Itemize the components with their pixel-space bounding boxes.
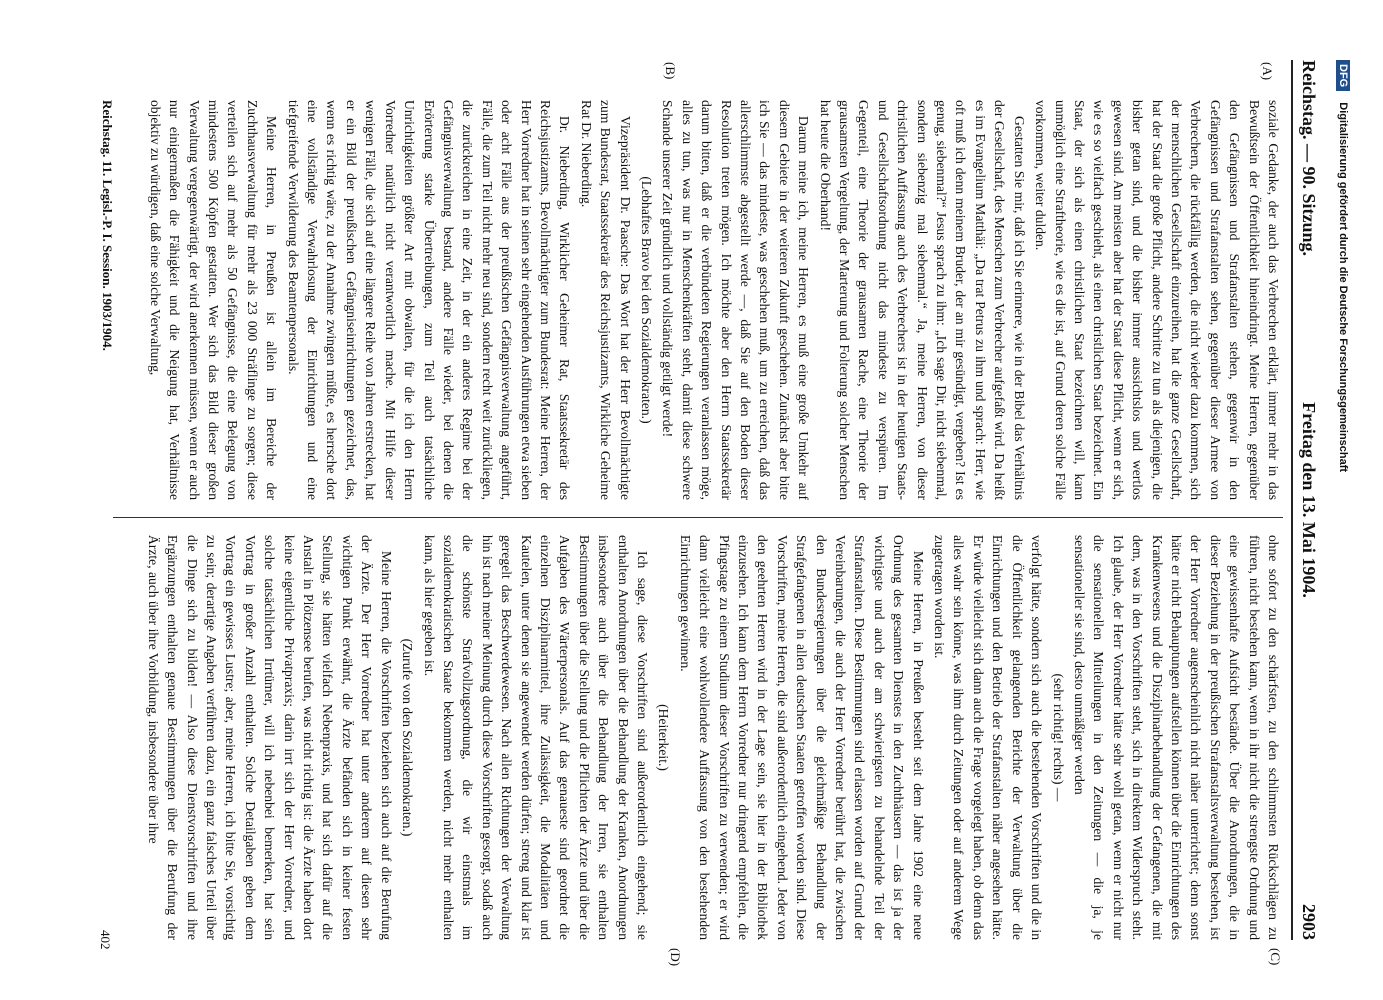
interjection: (Lebhaftes Bravo bei den Sozialdemokraten.) [639,176,654,424]
margin-mark-a: (A) [1260,62,1275,81]
column-divider [113,517,1283,518]
paragraph: Meine Herren, die Vorschriften beziehen sich auch auf die Berufung der Ärzte. Der Herr Vorredner hat unter anderem auf diesen sehr wichtigen Punkt erwähnt, die Ärzte befänden sich in keiner festen Stellung, sie hätten vielfach Nebenpraxis, und hat sich dafür auf die Anstalt in Plötzensee berufen, was nicht richtig ist: die Ärzte haben dort keine eigentliche Privatpraxis; darin irrt sich der Herr Vorredner, und solche tatsächlichen Irrtümer, will ich nebenbei bemerken, hat sein Vortrag in großer Anzahl enthalten. Solche Detailgaben geben dem Vortrag ein gewisses Lustre; aber, meine Herren, ich bitte Sie, vorsichtig zu sein; derartige Angaben verführen dazu, ein ganz falsches Urteil über die Dinge sich zu bilden! — Also diese Dienstvorschriften und ihre Ergänzungen enthalten genaue Bestimmungen über die Berufung der Ärzte, auch über ihre Vorbildung, insbesondere über ihre [145,535,394,940]
digitization-note [1328,60,1350,940]
paragraph: Meine Herren, in Preußen ist allein im Bereiche der Zuchthausverwaltung für mehr als 23 000 Sträflinge zu sorgen; diese verteilen sich auf mehr als 50 Gefängnisse, die eine Belegung von mindestens 500 Köpfen gestatten. Wer sich das Bild dieser großen Verwaltung vergegenwärtigt, der wird anerkennen müssen, wenn er auch nur einigermaßen die Fähigkeit und die Neigung hat, Verhältnisse objektiv zu würdigen, daß eine solche Verwaltung, [147,100,280,500]
paragraph: Ich sage, diese Vorschriften sind außerordentlich eingehend; sie enthalten Anordnungen über die Behandlung der Kranken, Anordnungen insbesondere auch über die Behandlung der Irren, sie enthalten Bestimmungen über die Stellung und die Pflichten der Ärzte und über die Aufgaben des Wärterpersonals. Auf das genaueste sind geordnet die einzelnen Disziplinarmittel, ihre Zulässigkeit, die Modalitäten und Kautelen, unter denen sie angewendet werden dürfen; streng und klar ist geregelt das Beschwerdewesen. Nach allen Richtungen der Verwaltung hin ist nach meiner Meinung durch diese Vorschriften gesorgt, sodaß auch die schönste Strafvollzugsordnung, die wir einstmals im sozialdemokratischen Staate bekommen werden, nicht mehr enthalten kann, als hier gegeben ist. [421,535,650,940]
interjection: (Zurufe von den Sozialdemokraten.) [400,638,416,837]
sheet-number: 402 [98,930,113,950]
header-date: Freitag den 13. Mai 1904. [1299,402,1319,598]
left-column [123,100,1283,500]
page-header [1291,60,1323,940]
paragraph: Darum meine ich, meine Herren, es muß eine große Umkehr auf diesem Gebiete in der weiteren Zukunft geschehen. Zunächst aber bitte ich Sie — das mindeste, was geschehen muß, um zu erreichen, daß das allerschlimmste abgestellt werde —, daß Sie auf den Boden dieser Resolution treten mögen. Ich möchte aber den Herrn Staatssekretär darum bitten, daß er die verbündeten Regierungen veranlassen möge, alles zu tun, was nur in Menschenkräften steht, damit diese schwere Schande unserer Zeit gründlich und vollständig getilgt werde! [660,100,812,500]
interjection: (Heiterkeit.) [656,704,672,771]
digitization-note-text: Digitalisierung gefördert durch die Deutsche Forschungsgemeinschaft [1337,102,1349,473]
right-column [113,535,1283,940]
paragraph-speech: Dr. Nieberding, Wirklicher Geheimer Rat, Staatssekretär des Reichsjustizamts, Bevollmächtigter zum Bundesrat: Meine Herren, der Herr Vorredner hat in seinen sehr eingehenden Ausführungen etwa sieben oder acht Fälle aus der preußischen Gefängnisverwaltung angeführt, Fälle, die zum Teil nicht mehr neu sind, sondern recht weit zurückliegen, die zurückreichen in eine Zeit, in der ein anderes Regime bei der Gefängnisverwaltung bestand, andere Fälle wieder, bei denen die Erörterung starke Übertreibungen, zum Teil auch tatsächliche Unrichtigkeiten größter Art mit obwalten, für die ich den Herrn Vorredner natürlich nicht verantwortlich mache. Mit Hilfe dieser wenigen Fälle, die sich auf eine längere Reihe von Jahren erstrecken, hat er ein Bild der preußischen Gefängniseinrichtungen gezeichnet, das, wenn es richtig wäre, zu der Annahme zwingen müßte, es herrsche dort eine vollständige Verwahrlosung der Einrichtungen und eine tiefgreifende Verwilderung des Beamtenpersonals. [285,100,573,500]
header-session: Reichstag. — 90. Sitzung. [1299,60,1319,257]
page-footer: Reichstag. 11. Legisl.-P. I. Session. 1903/1904. [100,100,115,351]
paragraph: verfolgt hätte, sondern sich auch die bestehenden Vorschriften und die in die Öffentlichkeit gelangenden Berichte der Verwaltung über die Einrichtungen und den Betrieb der Strafanstalten näher angesehen hätte. Er würde vielleicht sich dann auch die Frage vorgelegt haben, ob denn das alles wahr sein könne, was ihm durch Zeitungen oder auf anderem Wege zugetragen worden ist. [932,535,1045,940]
header-column-number: 2903 [1299,904,1319,940]
paragraph: ohne sofort zu den schärfsten, zu den schlimmsten Rückschlägen zu führen, nicht bestehen kann, wenn in ihr nicht die strengste Ordnung und eine gewissenhafte Aufsicht bestände. Über die Anordnungen, die in dieser Beziehung in der preußischen Strafanstaltsverwaltung bestehen, ist der Herr Vorredner augenscheinlich nicht näher unterrichtet; denn sonst hätte er nicht Behauptungen aufstellen können über die Einrichtungen des Krankenwesens und die Disziplinarbehandlung der Gefangenen, die mit dem, was in den Vorschriften steht, sich in direktem Widerspruch steht. Ich glaube, der Herr Vorredner hätte sehr wohl getan, wenn er nicht nur die sensationellen Mitteilungen in den Zeitungen — die ja, je sensationeller sie sind, desto unmäßiger werden [1071,535,1281,940]
paragraph: soziale Gedanke, der auch das Verbrechen erklärt, immer mehr in das Bewußtsein der Öffentlichkeit hineindringt. Meine Herren, gegenüber den Gefängnissen und Strafanstalten stehen, gegenwir in den Gefängnissen und Strafanstalten sehen, gegenüber dieser Armee von Verbrechern, die rückfällig werden, die nicht wieder dazu kommen, sich der menschlichen Gesellschaft einzureihen, hat die ganze Gesellschaft, hat der Staat die große Pflicht, andere Schritte zu tun als diejenigen, die bisher getan sind, und die bisher immer aussichtslos und wertlos gewesen sind. Am meisten aber hat der Staat diese Pflicht, wenn er sich, wie es so vielfach geschieht, als einen christlichen Staat bezeichnet. Ein Staat, der sich als einen christlichen Staat bezeichnen will, kann unmöglich eine Straftheorie, wie es die ist, auf Grund deren solche Fälle vorkommen, weiter dulden. [1033,100,1281,500]
paragraph: Meine Herren, in Preußen besteht seit dem Jahre 1902 eine neue Ordnung des gesamten Dienstes in den Zuchthäusern — das ist ja der wichtigste und auch der am schwierigsten zu behandelnde Teil der Strafanstalten. Diese Bestimmungen sind erlassen worden auf Grund der Vereinbarungen, die auch der Herr Vorredner berührt hat, die zwischen den Bundesregierungen über die gleichmäßige Behandlung der Strafgefangenen in allen deutschen Staaten getroffen worden sind. Diese Vorschriften, meine Herren, die sind außerordentlich eingehend. Jeder von den geehrten Herren wird in der Lage sein, sie hier in der Bibliothek einzusehen. Ich kann dem Herrn Vorredner nur dringend empfehlen, die Pfingstage zu einem Studium dieser Vorschriften zu verwenden; er wird dann vielleicht eine wohlwollendere Auffassung von den bestehenden Einrichtungen gewinnen. [677,535,926,940]
margin-mark-c: (C) [1268,948,1283,966]
margin-mark-d: (D) [668,948,683,967]
dfg-logo: DFG [1336,60,1350,91]
interjection: (sehr richtig! rechts) — [1050,673,1066,802]
paragraph: Gestatten Sie mir, daß ich Sie erinnere, wie in der Bibel das Verhältnis der Gesellschaft, des Menschen zum Verbrecher aufgefaßt wird. Da heißt es im Evangelium Matthäi: „Da trat Petrus zu ihm und sprach: Herr, wie oft muß ich denn meinem Bruder, der an mir gesündigt, vergeben? Ist es genug, siebenmal?“ Jesus sprach zu ihm: „Ich sage Dir, nicht siebenmal, sondern siebenzig mal siebenmal.“ Ja, meine Herren, von dieser christlichen Auffassung auch des Verbrechers ist in der heutigen Staats- und Gesellschaftsordnung nicht das mindeste zu verspüren. Im Gegenteil, eine Theorie der grausamen Rache, eine Theorie der grausamsten Vergeltung, der Marterung und Folterung solcher Menschen hat heute die Oberhand! [817,100,1027,500]
margin-mark-b: (B) [663,62,678,80]
paragraph-speaker-intro: Vizepräsident Dr. Paasche: Das Wort hat der Herr Bevollmächtigte zum Bundesrat, Staatssekretär des Reichsjustizamts, Wirkliche Geheime Rat Dr. Nieberding. [578,100,633,500]
